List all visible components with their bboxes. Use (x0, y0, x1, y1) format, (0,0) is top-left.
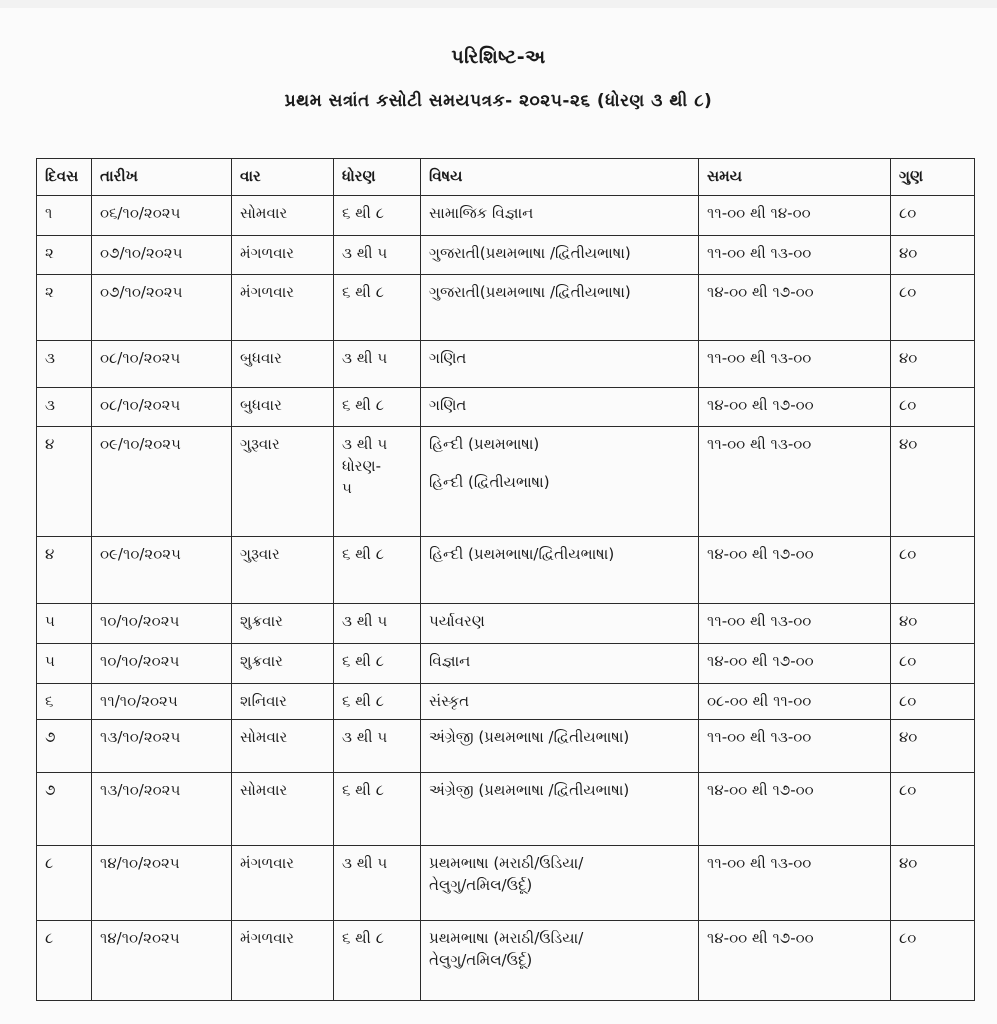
cell-time: ૧૪-૦૦ થી ૧૭-૦૦ (699, 921, 891, 1001)
cell-marks: ૪૦ (891, 720, 975, 773)
cell-marks: ૮૦ (891, 275, 975, 341)
cell-weekday: સોમવાર (232, 196, 334, 236)
cell-standard-line: ૩ થી ૫ (342, 854, 388, 872)
cell-subject (421, 604, 699, 644)
cell-standard (334, 773, 421, 846)
cell-weekday: સોમવાર (232, 773, 334, 846)
cell-standard (334, 196, 421, 236)
cell-subject-line: પ્રથમભાષા (મરાઠી/ઉડિયા/ (429, 929, 584, 947)
cell-date: ૧૩/૧૦/૨૦૨૫ (92, 773, 232, 846)
cell-subject-line: ગુજરાતી(પ્રથમભાષા /દ્વિતીયભાષા) (429, 244, 631, 262)
document-title: પરિશિષ્ટ-અ (451, 46, 546, 68)
table-row (37, 341, 975, 388)
cell-subject (421, 773, 699, 846)
cell-subject-line: અંગ્રેજી (પ્રથમભાષા /દ્વિતીયભાષા) (429, 728, 630, 746)
cell-weekday: ગુરૂવાર (232, 427, 334, 537)
cell-date: ૧૩/૧૦/૨૦૨૫ (92, 720, 232, 773)
cell-date: ૧૦/૧૦/૨૦૨૫ (92, 644, 232, 684)
cell-subject (421, 341, 699, 388)
table-row (37, 537, 975, 604)
cell-standard (334, 388, 421, 427)
cell-subject (421, 921, 699, 1001)
cell-day: ૨ (37, 236, 92, 275)
cell-subject-line: હિન્દી (દ્વિતીયભાષા) (429, 473, 550, 491)
cell-weekday: મંગળવાર (232, 921, 334, 1001)
cell-date: ૦૭/૧૦/૨૦૨૫ (92, 236, 232, 275)
cell-time: ૧૪-૦૦ થી ૧૭-૦૦ (699, 773, 891, 846)
table-row (37, 388, 975, 427)
cell-standard-line: ૬ થી ૮ (342, 545, 384, 563)
cell-day: ૩ (37, 341, 92, 388)
cell-subject (421, 196, 699, 236)
line-gap (429, 455, 692, 471)
cell-marks: ૮૦ (891, 644, 975, 684)
cell-date: ૦૮/૧૦/૨૦૨૫ (92, 341, 232, 388)
cell-time: ૧૧-૦૦ થી ૧૪-૦૦ (699, 196, 891, 236)
cell-marks: ૮૦ (891, 773, 975, 846)
header-time: સમય (699, 159, 891, 196)
cell-subject-line: પર્યાવરણ (429, 612, 485, 630)
cell-day: ૫ (37, 644, 92, 684)
cell-standard-line: ૩ થી ૫ (342, 349, 388, 367)
cell-time: ૧૧-૦૦ થી ૧૩-૦૦ (699, 846, 891, 921)
cell-weekday: ગુરૂવાર (232, 537, 334, 604)
cell-standard-line: ૬ થી ૮ (342, 283, 384, 301)
cell-subject (421, 846, 699, 921)
header-date: તારીખ (92, 159, 232, 196)
cell-subject (421, 644, 699, 684)
cell-standard-line: ૩ થી ૫ (342, 612, 388, 630)
cell-marks: ૪૦ (891, 427, 975, 537)
cell-subject-line: અંગ્રેજી (પ્રથમભાષા /દ્વિતીયભાષા) (429, 781, 630, 799)
cell-subject (421, 236, 699, 275)
header-marks: ગુણ (891, 159, 975, 196)
document-page (0, 8, 997, 1024)
cell-standard-line: ૬ થી ૮ (342, 929, 384, 947)
cell-date: ૦૮/૧૦/૨૦૨૫ (92, 388, 232, 427)
cell-date: ૧૪/૧૦/૨૦૨૫ (92, 921, 232, 1001)
cell-day: ૪ (37, 427, 92, 537)
cell-time: ૦૮-૦૦ થી ૧૧-૦૦ (699, 684, 891, 720)
table-row (37, 236, 975, 275)
cell-time: ૧૪-૦૦ થી ૧૭-૦૦ (699, 537, 891, 604)
cell-standard-line: ધોરણ- (342, 457, 381, 475)
cell-subject-line: ગુજરાતી(પ્રથમભાષા /દ્વિતીયભાષા) (429, 283, 631, 301)
table-row (37, 921, 975, 1001)
cell-date: ૦૬/૧૦/૨૦૨૫ (92, 196, 232, 236)
cell-marks: ૮૦ (891, 921, 975, 1001)
cell-weekday: બુધવાર (232, 388, 334, 427)
cell-marks: ૪૦ (891, 846, 975, 921)
cell-subject-line: પ્રથમભાષા (મરાઠી/ઉડિયા/ (429, 854, 584, 872)
header-day: દિવસ (37, 159, 92, 196)
cell-date: ૦૭/૧૦/૨૦૨૫ (92, 275, 232, 341)
cell-standard-line: ૬ થી ૮ (342, 692, 384, 710)
cell-standard (334, 537, 421, 604)
cell-day: ૨ (37, 275, 92, 341)
cell-subject-line: તેલુગુ/તમિલ/ઉર્દૂ) (429, 876, 533, 894)
cell-date: ૧૪/૧૦/૨૦૨૫ (92, 846, 232, 921)
table-row (37, 196, 975, 236)
cell-weekday: સોમવાર (232, 720, 334, 773)
cell-marks: ૮૦ (891, 537, 975, 604)
cell-day: ૬ (37, 684, 92, 720)
table-row (37, 644, 975, 684)
cell-day: ૪ (37, 537, 92, 604)
cell-subject-line: તેલુગુ/તમિલ/ઉર્દૂ) (429, 951, 533, 969)
cell-weekday: શનિવાર (232, 684, 334, 720)
table-row (37, 427, 975, 537)
table-row (37, 604, 975, 644)
cell-subject-line: ગણિત (429, 349, 467, 367)
cell-standard-line: ૫ (342, 479, 352, 497)
cell-day: ૮ (37, 921, 92, 1001)
cell-subject-line: સામાજિક વિજ્ઞાન (429, 204, 534, 222)
cell-standard (334, 236, 421, 275)
cell-time: ૧૧-૦૦ થી ૧૩-૦૦ (699, 236, 891, 275)
cell-standard (334, 604, 421, 644)
cell-subject (421, 388, 699, 427)
cell-subject-line: હિન્દી (પ્રથમભાષા) (429, 435, 540, 453)
cell-standard-line: ૬ થી ૮ (342, 652, 384, 670)
cell-time: ૧૧-૦૦ થી ૧૩-૦૦ (699, 427, 891, 537)
cell-standard (334, 644, 421, 684)
cell-marks: ૮૦ (891, 684, 975, 720)
cell-day: ૮ (37, 846, 92, 921)
cell-subject (421, 537, 699, 604)
cell-time: ૧૪-૦૦ થી ૧૭-૦૦ (699, 275, 891, 341)
cell-marks: ૪૦ (891, 341, 975, 388)
cell-subject-line: હિન્દી (પ્રથમભાષા/દ્વિતીયભાષા) (429, 545, 615, 563)
cell-subject-line: ગણિત (429, 396, 467, 414)
cell-subject (421, 427, 699, 537)
table-body (37, 196, 975, 1001)
cell-weekday: મંગળવાર (232, 236, 334, 275)
cell-standard-line: ૬ થી ૮ (342, 396, 384, 414)
cell-standard-line: ૩ થી ૫ (342, 244, 388, 262)
document-subtitle: પ્રથમ સત્રાંત કસોટી સમયપત્રક- ૨૦૨૫-૨૬ (ધોરણ ૩ થી ૮) (284, 91, 713, 111)
cell-standard (334, 275, 421, 341)
cell-standard (334, 341, 421, 388)
table-row (37, 684, 975, 720)
cell-weekday: શુક્રવાર (232, 644, 334, 684)
cell-subject (421, 275, 699, 341)
cell-date: ૦૯/૧૦/૨૦૨૫ (92, 537, 232, 604)
cell-standard (334, 684, 421, 720)
cell-time: ૧૧-૦૦ થી ૧૩-૦૦ (699, 604, 891, 644)
cell-marks: ૮૦ (891, 196, 975, 236)
table-row (37, 720, 975, 773)
cell-standard-line: ૬ થી ૮ (342, 204, 384, 222)
cell-day: ૩ (37, 388, 92, 427)
cell-standard-line: ૩ થી ૫ (342, 435, 388, 453)
cell-day: ૧ (37, 196, 92, 236)
cell-marks: ૪૦ (891, 236, 975, 275)
exam-schedule-table (36, 158, 975, 1001)
cell-weekday: મંગળવાર (232, 275, 334, 341)
cell-standard-line: ૬ થી ૮ (342, 781, 384, 799)
table-row (37, 846, 975, 921)
header-standard: ધોરણ (334, 159, 421, 196)
cell-subject (421, 720, 699, 773)
cell-subject (421, 684, 699, 720)
cell-standard (334, 720, 421, 773)
cell-marks: ૪૦ (891, 604, 975, 644)
cell-date: ૧૧/૧૦/૨૦૨૫ (92, 684, 232, 720)
cell-weekday: શુક્રવાર (232, 604, 334, 644)
cell-time: ૧૧-૦૦ થી ૧૩-૦૦ (699, 720, 891, 773)
cell-time: ૧૪-૦૦ થી ૧૭-૦૦ (699, 644, 891, 684)
header-weekday: વાર (232, 159, 334, 196)
cell-time: ૧૪-૦૦ થી ૧૭-૦૦ (699, 388, 891, 427)
cell-date: ૧૦/૧૦/૨૦૨૫ (92, 604, 232, 644)
cell-subject-line: વિજ્ઞાન (429, 652, 471, 670)
cell-date: ૦૯/૧૦/૨૦૨૫ (92, 427, 232, 537)
cell-standard (334, 921, 421, 1001)
cell-time: ૧૧-૦૦ થી ૧૩-૦૦ (699, 341, 891, 388)
cell-day: ૭ (37, 773, 92, 846)
cell-weekday: મંગળવાર (232, 846, 334, 921)
cell-standard (334, 427, 421, 537)
cell-day: ૭ (37, 720, 92, 773)
cell-standard (334, 846, 421, 921)
table-header-row (37, 159, 975, 196)
cell-weekday: બુધવાર (232, 341, 334, 388)
cell-marks: ૮૦ (891, 388, 975, 427)
cell-standard-line: ૩ થી ૫ (342, 728, 388, 746)
table-row (37, 275, 975, 341)
cell-day: ૫ (37, 604, 92, 644)
header-subject: વિષય (421, 159, 699, 196)
cell-subject-line: સંસ્કૃત (429, 692, 470, 710)
table-row (37, 773, 975, 846)
